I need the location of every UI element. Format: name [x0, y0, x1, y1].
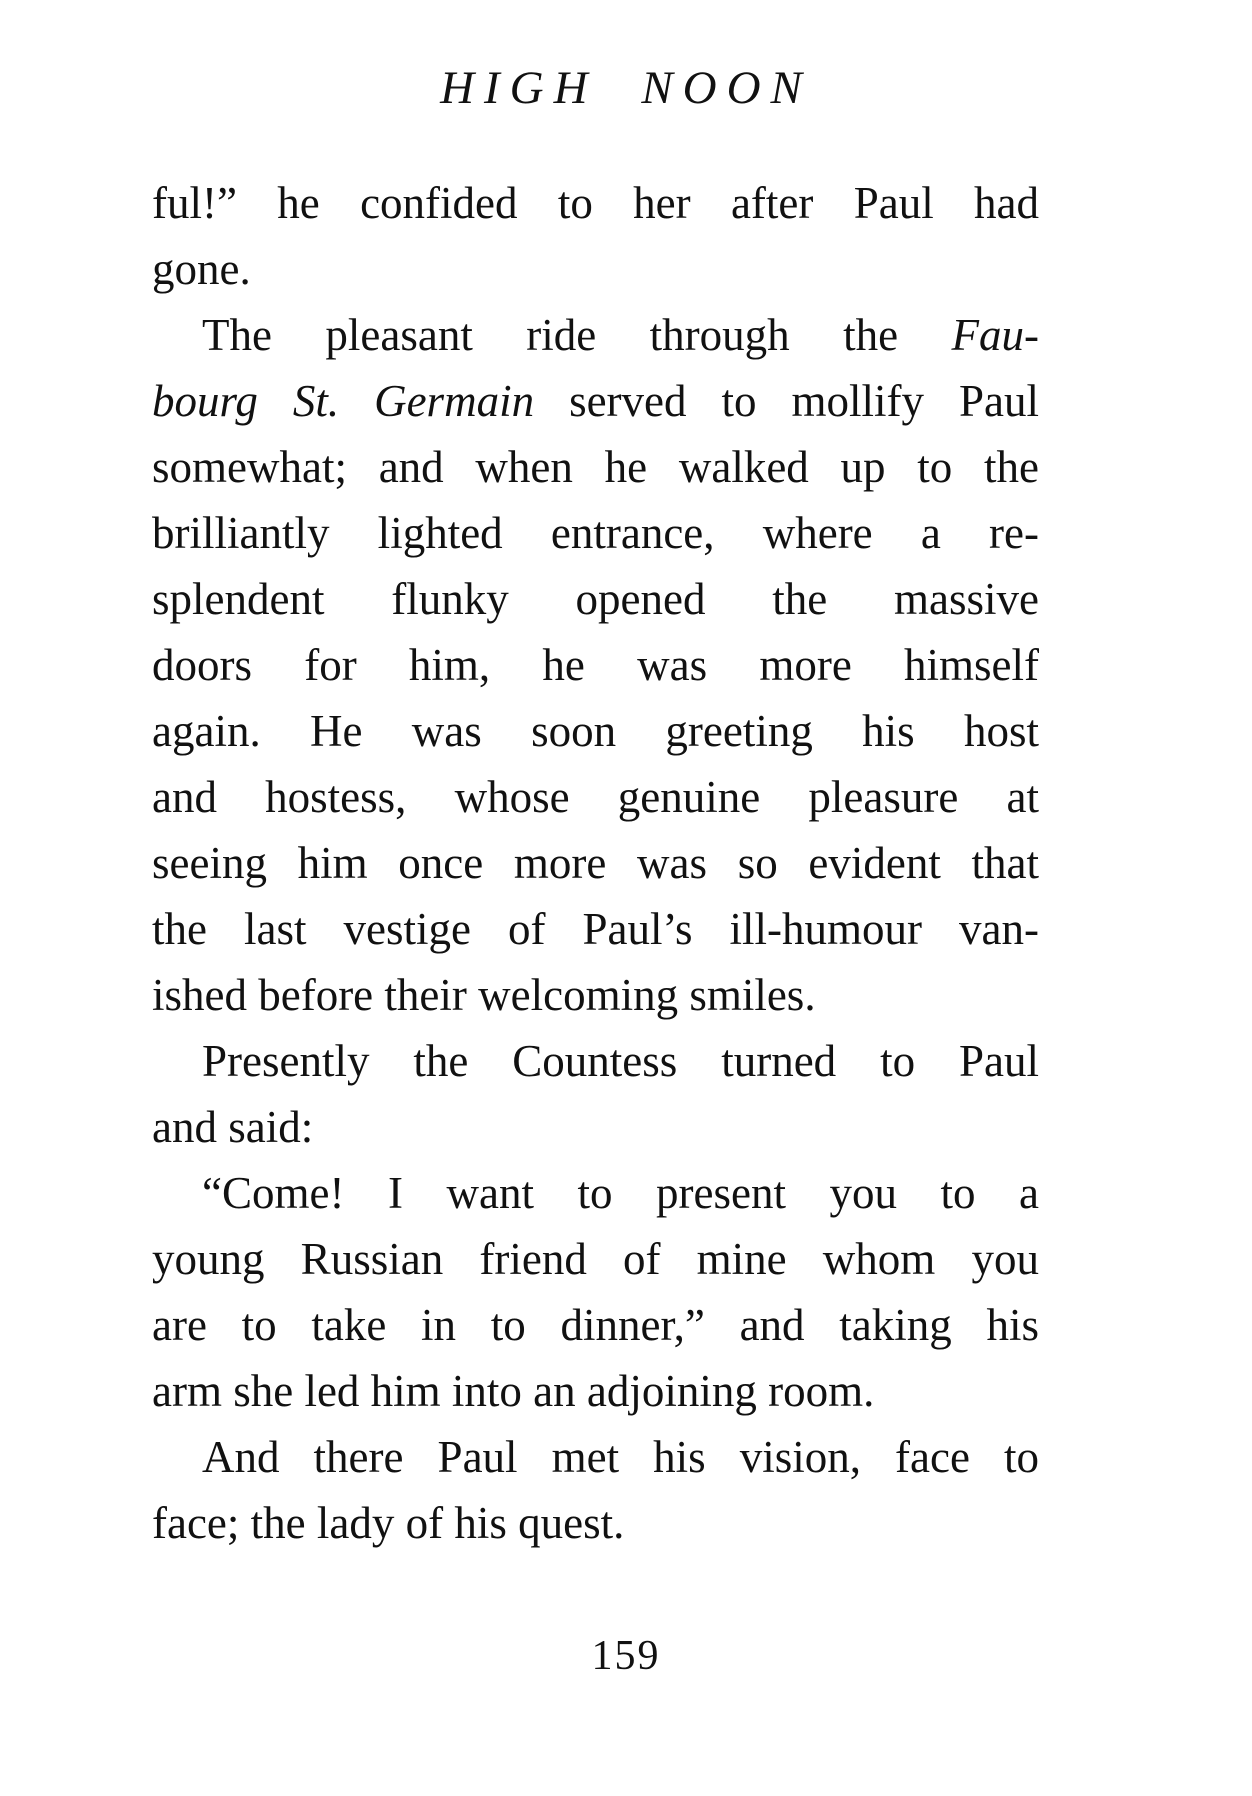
text-line: are to take in to dinner,” and taking his	[152, 1300, 1039, 1350]
paragraph-start-line	[152, 302, 1039, 368]
text-line: arm she led him into an adjoining room.	[152, 1366, 875, 1416]
paragraph-start-line: “Come! I want to present you to a	[202, 1168, 1039, 1218]
text-segment: served to mollify Paul	[534, 376, 1040, 426]
paragraph-start-line: Presently the Countess turned to Paul	[202, 1036, 1039, 1086]
text-line: and hostess, whose genuine pleasure at	[152, 772, 1039, 822]
text-line: again. He was soon greeting his host	[152, 706, 1039, 756]
text-line: somewhat; and when he walked up to the	[152, 442, 1039, 492]
text-line: seeing him once more was so evident that	[152, 838, 1039, 888]
text-line	[152, 368, 1039, 434]
body-text	[152, 170, 1039, 1556]
text-line: gone.	[152, 244, 251, 294]
italic-text-segment: bourg St. Germain	[152, 376, 535, 426]
italic-text-segment: Fau-	[951, 310, 1039, 360]
text-line: doors for him, he was more himself	[152, 640, 1039, 690]
paragraph-start-line: And there Paul met his vision, face to	[202, 1432, 1039, 1482]
text-line: ful!” he confided to her after Paul had	[152, 178, 1039, 228]
text-segment: The pleasant ride through the	[202, 310, 952, 360]
text-line: the last vestige of Paul’s ill-humour van-	[152, 904, 1039, 954]
text-line: and said:	[152, 1102, 314, 1152]
text-line: young Russian friend of mine whom you	[152, 1234, 1039, 1284]
text-line: face; the lady of his quest.	[152, 1498, 625, 1548]
page-number: 159	[591, 1633, 661, 1679]
text-line: ished before their welcoming smiles.	[152, 970, 816, 1020]
text-line: brilliantly lighted entrance, where a re-	[152, 508, 1039, 558]
running-head: HIGH NOON	[440, 62, 812, 114]
text-line: splendent flunky opened the massive	[152, 574, 1039, 624]
